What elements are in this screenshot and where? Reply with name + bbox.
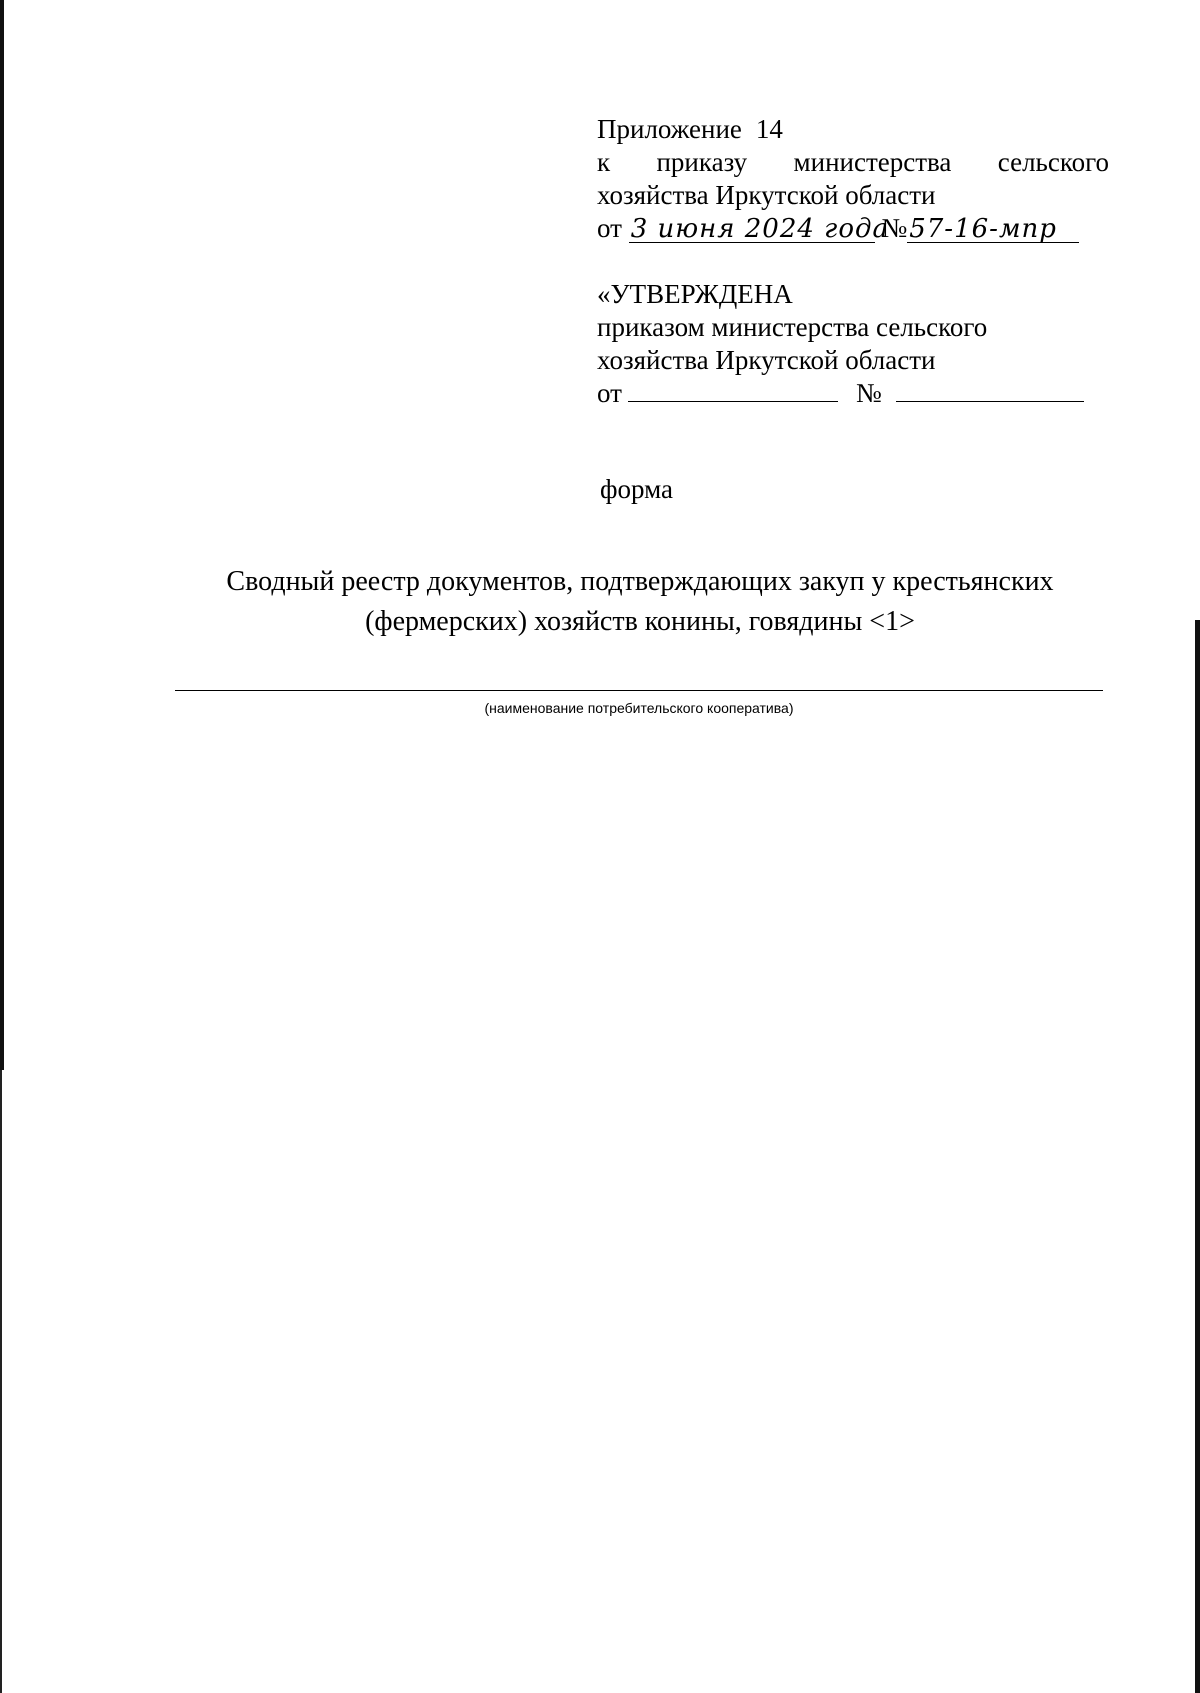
number-sign: № bbox=[881, 213, 908, 243]
appendix-number: 14 bbox=[755, 114, 783, 144]
from-label: от bbox=[597, 213, 622, 243]
approved-heading: «УТВЕРЖДЕНА bbox=[597, 279, 793, 309]
appendix-block bbox=[597, 113, 1109, 245]
cooperative-name-line bbox=[175, 690, 1103, 691]
document-title bbox=[180, 562, 1100, 642]
appendix-word: приказу bbox=[656, 147, 748, 177]
cooperative-caption: (наименование потребительского кооператива) bbox=[484, 700, 794, 716]
blank-number-field bbox=[896, 377, 1084, 402]
handwritten-date: 3 июня 2024 года bbox=[630, 214, 889, 244]
title-line-1: Сводный реестр документов, подтверждающих закуп у крестьянских bbox=[226, 566, 1054, 597]
approved-agency-line: хозяйства Иркутской области bbox=[597, 345, 936, 375]
approved-block bbox=[597, 278, 1109, 410]
handwritten-order-number: 57-16-мпр bbox=[907, 216, 1079, 243]
appendix-word: к bbox=[597, 147, 611, 177]
approved-order-line: приказом министерства сельского bbox=[597, 312, 988, 342]
appendix-date-line bbox=[597, 212, 1109, 245]
appendix-order-line bbox=[597, 146, 1109, 179]
appendix-word: министерства bbox=[793, 147, 952, 177]
title-line-2: (фермерских) хозяйств конины, говядины <1> bbox=[365, 606, 915, 637]
appendix-heading: Приложение bbox=[597, 114, 742, 144]
appendix-word: сельского bbox=[997, 147, 1109, 177]
approved-date-line bbox=[597, 377, 1109, 410]
scan-edge-left-lower bbox=[0, 1070, 2, 1693]
scan-edge-right bbox=[1195, 620, 1200, 1693]
appendix-agency-line: хозяйства Иркутской области bbox=[597, 180, 936, 210]
number-sign: № bbox=[855, 378, 882, 408]
appendix-heading-line bbox=[597, 113, 1109, 146]
from-label: от bbox=[597, 378, 622, 408]
form-label: форма bbox=[600, 474, 673, 504]
blank-date-field bbox=[628, 377, 838, 402]
scan-edge-left bbox=[0, 0, 4, 1070]
